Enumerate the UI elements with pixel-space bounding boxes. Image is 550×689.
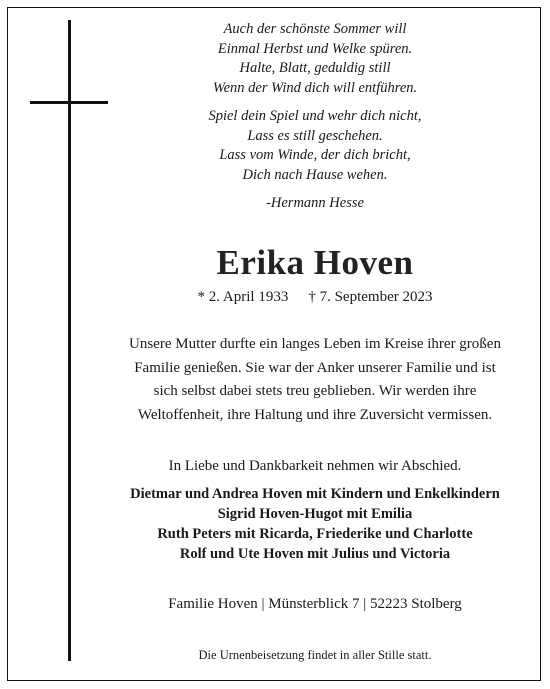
mourner-entry: Dietmar und Andrea Hoven mit Kindern und Enkelkindern (130, 486, 500, 502)
funeral-note: Die Urnenbeisetzung findet in aller Stille statt. (198, 648, 432, 662)
tribute-line: Familie genießen. Sie war der Anker unserer Familie und ist (134, 359, 496, 376)
tribute-line: Unsere Mutter durfte ein langes Leben im Kreise ihrer großen (129, 336, 501, 352)
poem-line: Lass vom Winde, der dich bricht, (219, 147, 411, 163)
deceased-name: Erika Hoven (216, 243, 414, 282)
poem-line: Wenn der Wind dich will entführen. (212, 79, 418, 96)
cross-vertical-bar (68, 20, 71, 661)
tribute-text (100, 333, 530, 427)
mourners-list (96, 484, 534, 564)
farewell-line: In Liebe und Dankbarkeit nehmen wir Abschied. (168, 458, 462, 474)
poem-line: Einmal Herbst und Welke spüren. (217, 40, 413, 57)
life-dates (110, 287, 520, 307)
poem-author (120, 194, 510, 214)
poem-author-text: -Hermann Hesse (266, 195, 364, 211)
mourner-entry: Ruth Peters mit Ricarda, Friederike und Charlotte (157, 526, 473, 542)
poem-line: Lass es still geschehen. (247, 127, 383, 144)
poem-line: Auch der schönste Sommer will (223, 21, 407, 37)
cross-horizontal-bar (30, 101, 108, 104)
poem-line: Spiel dein Spiel und wehr dich nicht, (208, 108, 422, 124)
mourner-entry: Sigrid Hoven-Hugot mit Emilia (217, 506, 413, 522)
tribute-line: Weltoffenheit, ihre Haltung und ihre Zuversicht vermissen. (137, 406, 493, 423)
birth-date: * 2. April 1933 (197, 289, 289, 305)
mourner-entry: Rolf und Ute Hoven mit Julius und Victoria (179, 546, 451, 562)
tribute-line: sich selbst dabei stets treu geblieben. Wir werden ihre (153, 383, 477, 399)
poem-stanza-2 (120, 107, 510, 185)
death-date: † 7. September 2023 (308, 289, 433, 305)
poem-line: Dich nach Hause wehen. (242, 166, 388, 183)
poem-stanza-1 (120, 20, 510, 98)
family-address: Familie Hoven | Münsterblick 7 | 52223 Stolberg (168, 596, 462, 612)
poem-line: Halte, Blatt, geduldig still (239, 60, 391, 76)
